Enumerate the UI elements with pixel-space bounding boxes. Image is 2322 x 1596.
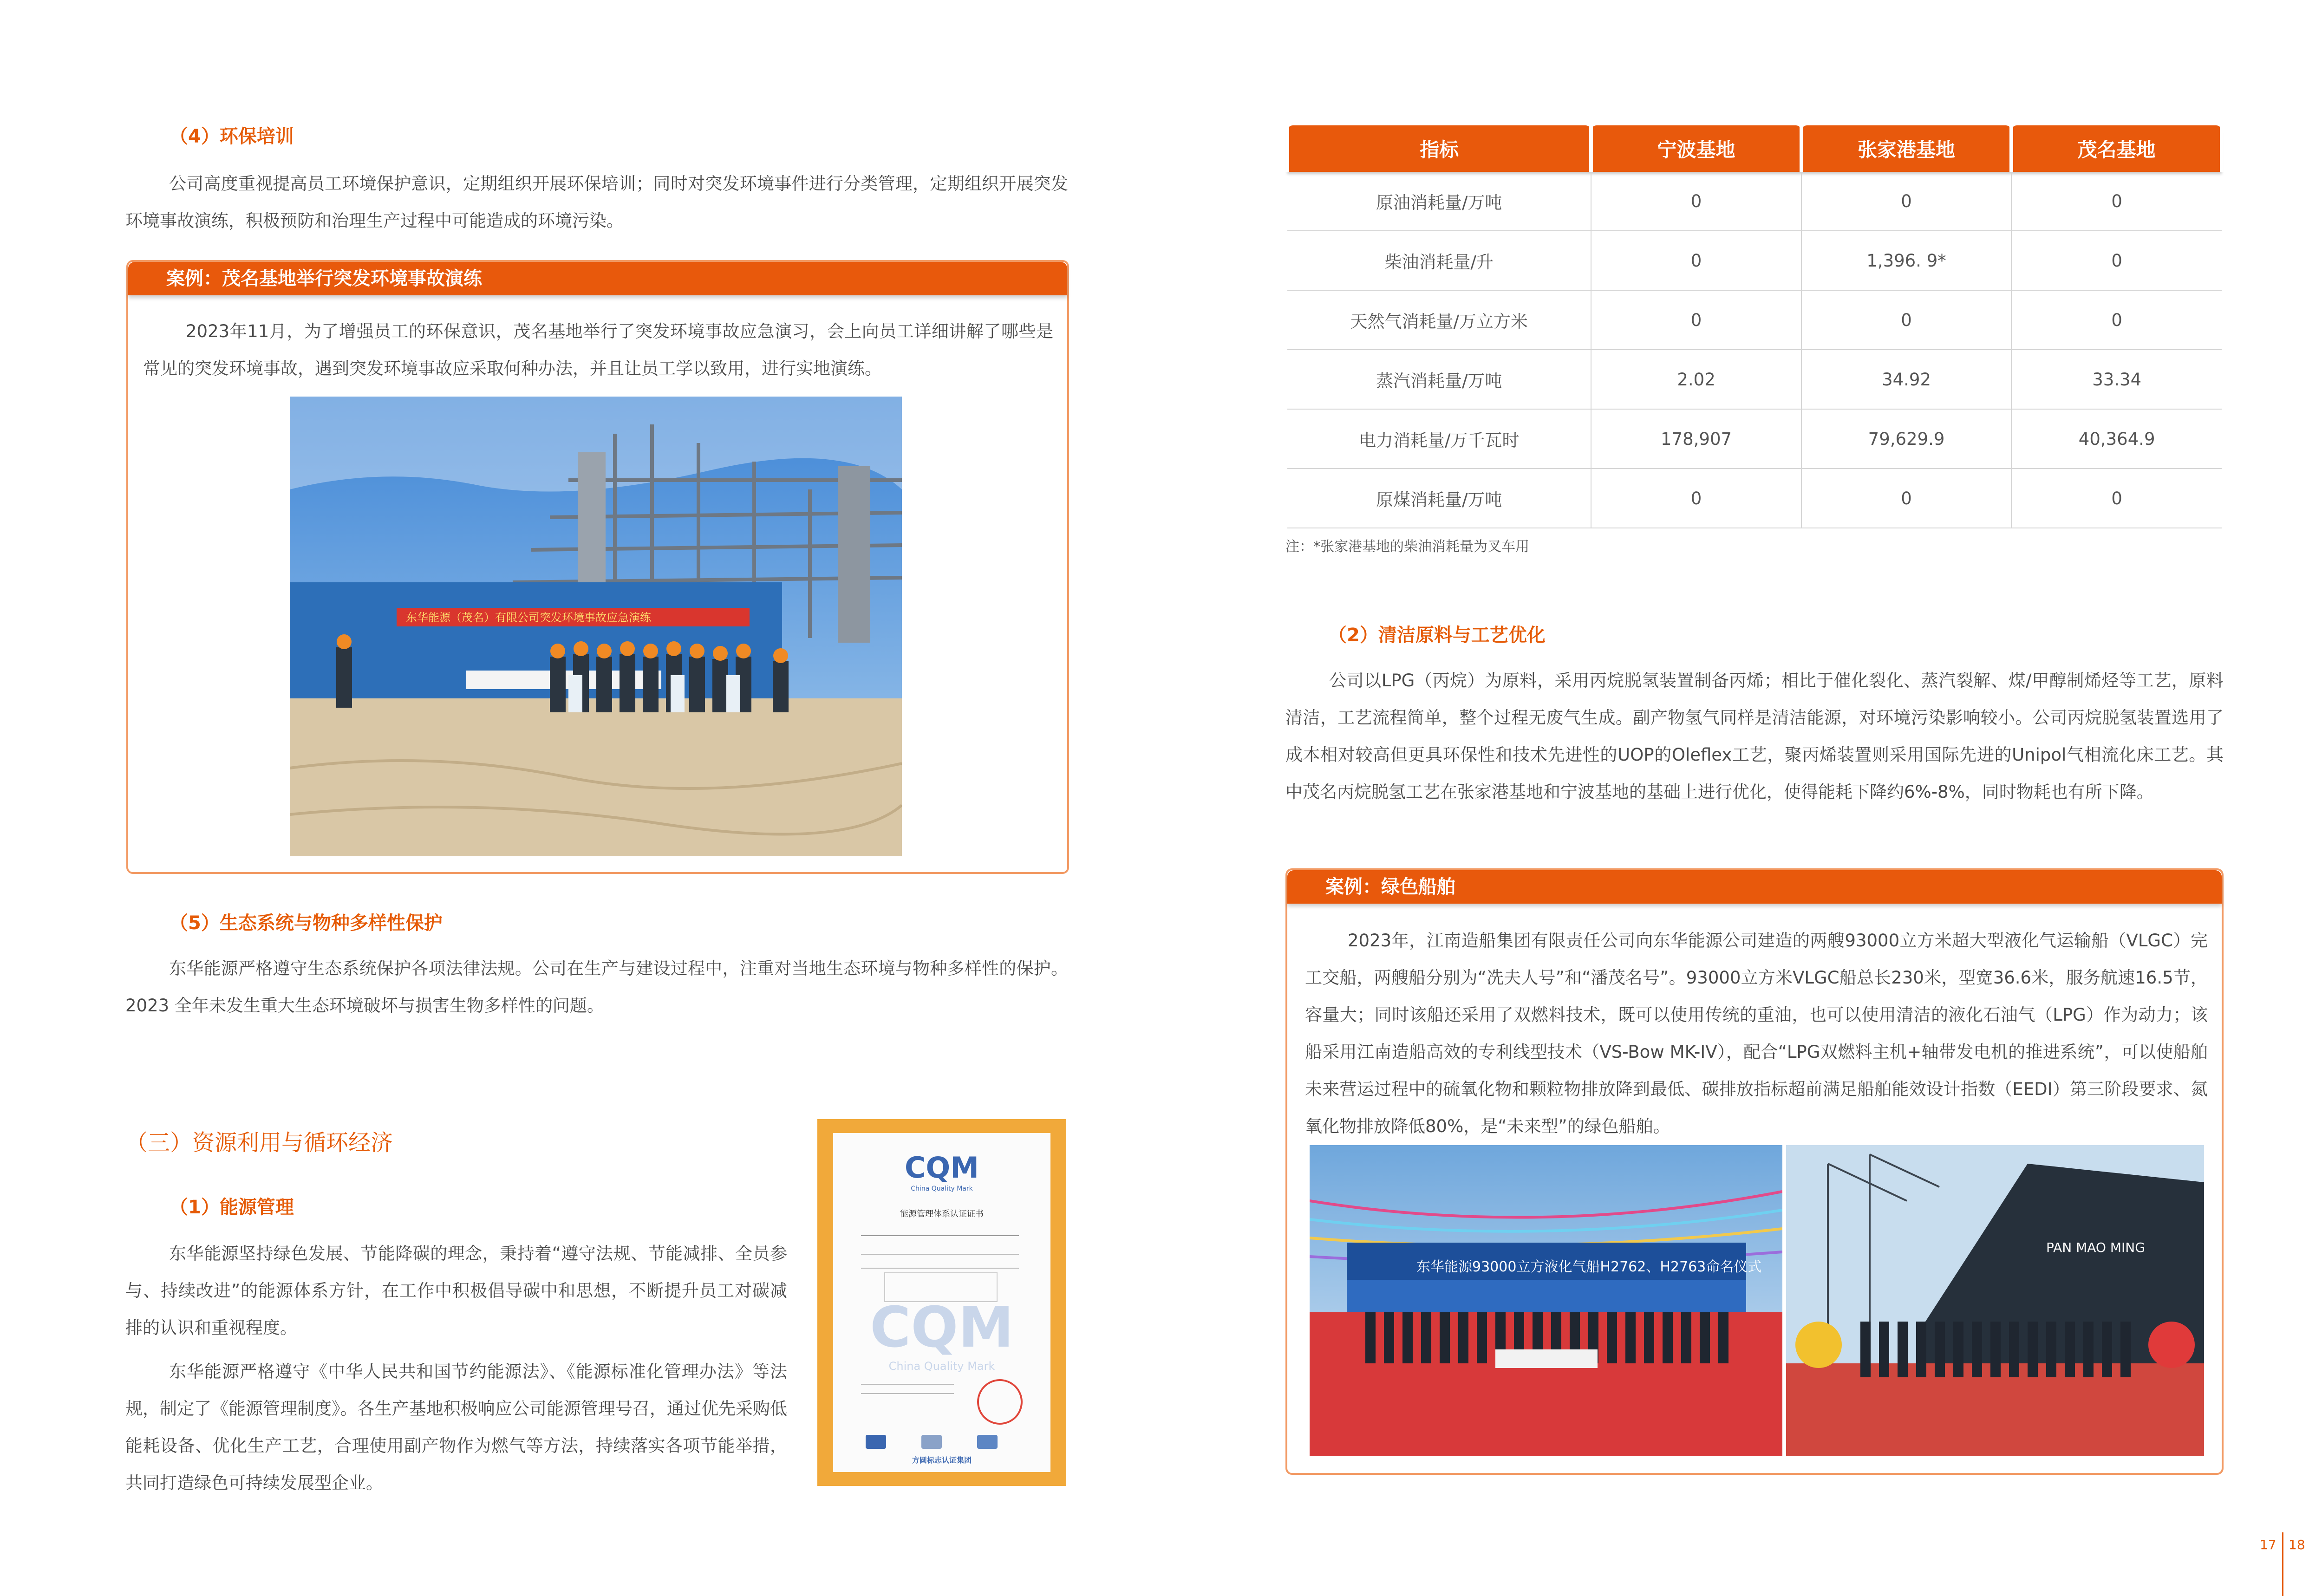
ceremony-banner-text: 东华能源93000立方液化气船H2762、H2763命名仪式 [1416,1259,1762,1275]
table-cell: 0 [2011,469,2222,528]
section-title-ecosystem: （5）生态系统与物种多样性保护 [170,912,443,934]
table-cell: 0 [1801,172,2012,231]
naming-ceremony-photo [1310,1145,1782,1456]
table-cell: 178,907 [1591,409,1801,469]
table-cell: 柴油消耗量/升 [1287,231,1591,290]
section-title-env-training: （4）环保培训 [170,126,294,147]
table-cell: 0 [2011,290,2222,350]
paragraph-case-maoming: 2023年11月，为了增强员工的环保意识，茂名基地举行了突发环境事故应急演习，会上向员工详细讲解了哪些是常见的突发环境事故，遇到突发环境事故应采取何种办法，并且让员工学以致用，进行实地演练。 [143,321,1053,378]
group-photo-image [1786,1145,2204,1456]
table-cell: 0 [1591,231,1801,290]
table-row [1287,172,2222,231]
page-divider [2282,1532,2283,1596]
table-row [1287,350,2222,409]
certificate-frame [817,1119,1066,1486]
page-number-right: 18 [2289,1537,2305,1552]
cert-title: 能源管理体系认证证书 [900,1209,984,1219]
table-cell: 0 [2011,231,2222,290]
header-ningbo: 宁波基地 [1591,125,1801,172]
cnas-icon [866,1435,886,1449]
table-cell: 0 [1591,469,1801,528]
table-cell: 蒸汽消耗量/万吨 [1287,350,1591,409]
table-cell: 0 [1591,172,1801,231]
table-cell: 0 [1801,290,2012,350]
cert-logo-sub: China Quality Mark [911,1185,973,1192]
page-number-left: 17 [2260,1537,2276,1552]
cert-watermark-sub: China Quality Mark [888,1360,995,1373]
case-title-green-ship: 案例：绿色船舶 [1287,870,2222,904]
table-cell: 原煤消耗量/万吨 [1287,469,1591,528]
cert-watermark: CQM [870,1296,1014,1360]
naming-ceremony-image [1310,1145,1782,1456]
table-cell: 0 [1801,469,2012,528]
case-box-green-ship [1285,868,2224,1475]
table-cell: 40,364.9 [2011,409,2222,469]
energy-consumption-table [1285,125,2224,528]
case-box-maoming [126,260,1069,874]
cert-logo: CQM [905,1151,979,1185]
section-title-energy-mgmt: （1）能源管理 [170,1197,294,1218]
table-row [1287,231,2222,290]
table-cell: 0 [1591,290,1801,350]
case-title-maoming: 案例：茂名基地举行突发环境事故演练 [128,262,1067,295]
table-row [1287,409,2222,469]
table-row [1287,469,2222,528]
paragraph-env-training: 公司高度重视提高员工环境保护意识，定期组织开展环保培训；同时对突发环境事件进行分类管理，定期组织开展突发环境事故演练，积极预防和治理生产过程中可能造成的环境污染。 [125,174,1068,231]
table-cell: 34.92 [1801,350,2012,409]
iqnet-icon [977,1435,998,1449]
table-cell: 2.02 [1591,350,1801,409]
drill-photo [290,397,902,856]
paragraph-clean-materials: 公司以LPG（丙烷）为原料，采用丙烷脱氢装置制备丙烯；相比于催化裂化、蒸汽裂解、煤/甲醇制烯烃等工艺，原料清洁，工艺流程简单，整个过程无废气生成。副产物氢气同样是清洁能源，对环境污染影响较小。公司丙烷脱氢装置选用了成本相对较高但更具环保性和技术先进性的UOP的Oleflex工艺，聚丙烯装置则采用国际先进的Unipol气相流化床工艺。其中茂名丙烷脱氢工艺在张家港基地和宁波基地的基础上进行优化，使得能耗下降约6%-8%，同时物耗也有所下降。 [1285,671,2224,802]
group-photo [1786,1145,2204,1456]
paragraph-green-ship: 2023年，江南造船集团有限责任公司向东华能源公司建造的两艘93000立方米超大型液化气运输船（VLGC）完工交船，两艘船分别为“冼夫人号”和“潘茂名号”。93000立方米VLGC船总长230米，型宽36.6米，服务航速16.5节，容量大；同时该船还采用了双燃料技术，既可以使用传统的重油，也可以使用清洁的液化石油气（LPG）作为动力；该船采用江南造船高效的专利线型技术（VS-Bow MK-IV），配合“LPG双燃料主机+轴带发电机的推进系统”，可以使船舶未来营运过程中的硫氧化物和颗粒物排放降到最低、碳排放指标超前满足船舶能效设计指数（EEDI）第三阶段要求、氮氧化物排放降低80%，是“未来型”的绿色船舶。 [1305,931,2208,1136]
paragraph-energy-2: 东华能源严格遵守《中华人民共和国节约能源法》、《能源标准化管理办法》等法规，制定了《能源管理制度》。各生产基地积极响应公司能源管理号召，通过优先采购低能耗设备、优化生产工艺，合理使用副产物作为燃气等方法，持续落实各项节能举措，共同打造绿色可持续发展型企业。 [125,1361,787,1493]
header-maoming: 茂名基地 [2011,125,2222,172]
header-zhangjiagang: 张家港基地 [1801,125,2012,172]
cert-footer: 方圆标志认证集团 [912,1456,972,1465]
table-cell: 79,629.9 [1801,409,2012,469]
drill-photo-image [290,397,902,856]
paragraph-ecosystem: 东华能源严格遵守生态系统保护各项法律法规。公司在生产与建设过程中，注重对当地生态环境与物种多样性的保护。2023 全年未发生重大生态环境破坏与损害生物多样性的问题。 [125,958,1068,1016]
accreditation-icon [921,1435,942,1449]
table-row [1287,290,2222,350]
table-cell: 0 [2011,172,2222,231]
certificate [833,1133,1050,1472]
part-title-resource: （三）资源利用与循环经济 [125,1130,393,1156]
header-indicator: 指标 [1287,125,1591,172]
table-cell: 原油消耗量/万吨 [1287,172,1591,231]
cert-seal [977,1379,1023,1425]
ship-name-text: PAN MAO MING [2046,1240,2145,1255]
paragraph-energy-1: 东华能源坚持绿色发展、节能降碳的理念，秉持着“遵守法规、节能减排、全员参与、持续改进”的能源体系方针，在工作中积极倡导碳中和思想，不断提升员工对碳减排的认识和重视程度。 [125,1244,787,1338]
table-cell: 1,396. 9* [1801,231,2012,290]
section-title-clean-materials: （2）清洁原料与工艺优化 [1328,625,1546,646]
table-header-row [1287,125,2222,172]
table-note: 注：*张家港基地的柴油消耗量为叉车用 [1285,539,1529,555]
table-cell: 电力消耗量/万千瓦时 [1287,409,1591,469]
table-cell: 33.34 [2011,350,2222,409]
drill-banner-text: 东华能源（茂名）有限公司突发环境事故应急演练 [406,611,651,624]
table-cell: 天然气消耗量/万立方米 [1287,290,1591,350]
